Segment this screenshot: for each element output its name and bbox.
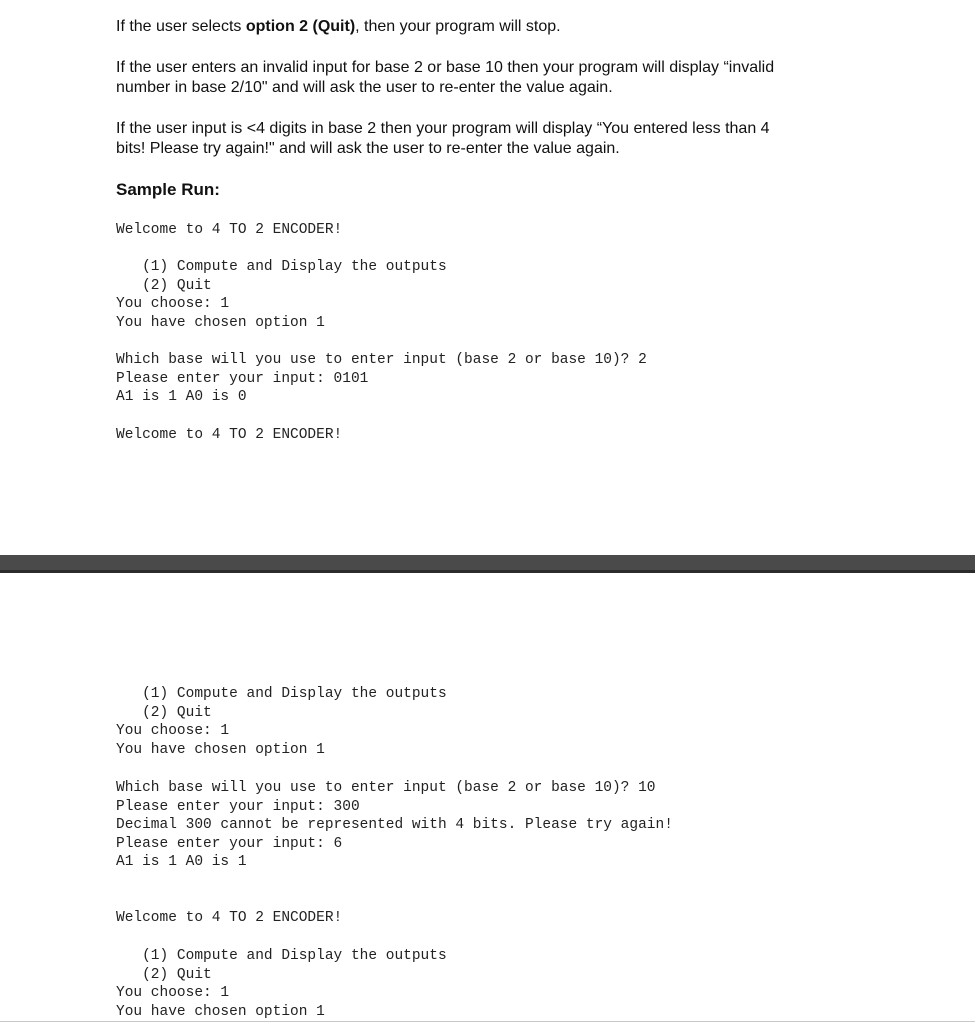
instruction-invalid-input: If the user enters an invalid input for base 2 or base 10 then your program will display “invalid number in base 2/10" and will ask the user to re-enter the value again. [116,59,775,96]
page-bottom-edge [0,1021,975,1022]
instruction-quit-prefix: If the user selects [116,18,246,35]
sample-run-menu-3: (1) Compute and Display the outputs (2) Quit You choose: 1 You have chosen option 1 [116,948,447,1020]
instruction-quit-emphasis: option 2 (Quit) [245,18,356,35]
instruction-short-input: If the user input is <4 digits in base 2 then your program will display “You entered less than 4 bits! Please try again!" and will ask the user to re-enter the value again. [116,120,770,157]
sample-run-menu: (1) Compute and Display the outputs (2) Quit You choose: 1 You have chosen option 1 [116,259,447,331]
sample-run-base2-exchange: Which base will you use to enter input (base 2 or base 10)? 2 Please enter your input: 0101 A1 is 1 A0 is 0 [116,352,647,406]
instruction-quit-option [116,17,876,37]
sample-run-welcome-repeat: Welcome to 4 TO 2 ENCODER! [116,427,343,443]
sample-run-welcome-3: Welcome to 4 TO 2 ENCODER! [116,910,343,926]
sample-run-welcome: Welcome to 4 TO 2 ENCODER! [116,222,343,238]
sample-run-heading: Sample Run: [116,180,220,199]
sample-run-menu-2: (1) Compute and Display the outputs (2) Quit You choose: 1 You have chosen option 1 [116,686,447,758]
sample-run-base10-exchange: Which base will you use to enter input (base 2 or base 10)? 10 Please enter your input: 300 Decimal 300 cannot be represented with 4 bits. Please try again! Please enter your input: 6 A1 is 1 A0 is 1 [116,780,673,871]
instruction-quit-suffix: , then your program will stop. [355,18,561,35]
page-break-divider [0,555,975,573]
